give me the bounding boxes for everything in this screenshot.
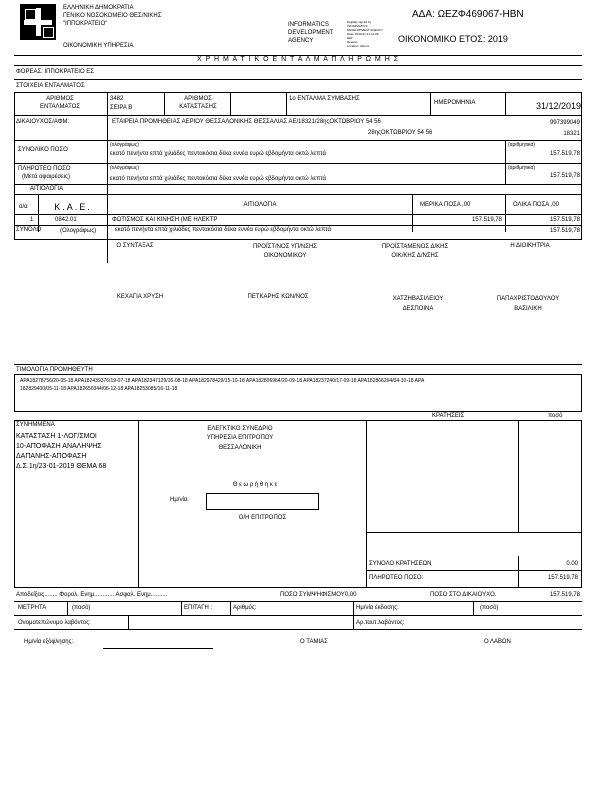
synimmena-line-4: Δ.Σ.1η/23-01-2019 ΘΕΜΑ 68 (16, 463, 107, 470)
row-description: ΦΩΤΙΣΜΟΣ ΚΑΙ ΚΙΝΗΣΗ (ΜΕ ΗΛΕΚΤΡ (112, 217, 218, 223)
stoixeia-title: ΣΤΟΙΧΕΙΑ ΕΝΤΑΛΜΑΤΟΣ (16, 83, 85, 89)
imnia-ekdosis-label: Ημ/νία έκδοσης: (356, 605, 399, 611)
kratiseis-title: ΚΡΑΤΗΣΕΙΣ (432, 413, 465, 419)
col-merika: ΜΕΡΙΚΑ ΠΟΣΑ ,00 (420, 202, 471, 208)
apodeixeis: Αποδείξεις........ Φορολ. Ενημ............ Ασφαλ. Ενημ.......... (16, 592, 168, 598)
poso-sto-dikaiouxo: ΠΟΣΟ ΣΤΟ ΔΙΚΑΙΟΥΧΟ. (430, 592, 497, 598)
plirotteo-words: εκατό πενήντα επτά χιλιάδες πεντακόσια δέκα εννέα ευρώ εβδομήντα οκτώ λεπτά (110, 176, 326, 182)
agency-line-1: INFORMATICS (288, 22, 329, 28)
org-line-1: ΕΛΛΗΝΙΚΗ ΔΗΜΟΚΡΑΤΙΑ (63, 5, 134, 11)
date-field-label: Ημ/νία: (170, 497, 189, 503)
plirotteo-sublabel: (Μετά αφαιρέσεις) (22, 174, 70, 180)
synoliko-words-label: (ολογράφως) (110, 142, 140, 148)
signer-1-title: Ο ΣΥΝΤΑΞΑΣ (116, 243, 154, 249)
plirotteo-words-label: (ολογράφως) (110, 165, 140, 171)
col-aa: α/α (19, 204, 28, 210)
poso-title: ποσό (548, 413, 563, 419)
metrita-label: ΜΕΤΡΗΤΑ (18, 605, 47, 611)
entalma-number: 3482 (110, 96, 124, 102)
elegktiko-line-2: ΥΠΗΡΕΣΙΑ ΕΠΙΤΡΟΠΟΥ (206, 435, 274, 441)
col-olika: ΟΛΙΚΑ ΠΟΣΑ ,00 (513, 202, 559, 208)
timologia-title: ΤΙΜΟΛΟΓΙΑ ΠΡΟΜΗΘΕΥΤΗ (16, 367, 93, 373)
plirotteo-num-label: (αριθμητικά) (508, 165, 536, 171)
row-olika: 157.519,78 (549, 217, 580, 223)
synimmena-line-3: ΔΑΠΑΝΗΣ-ΑΠΟΦΑΣΗ (16, 453, 87, 460)
entalma-number-label: ΑΡΙΘΜΟΣ ΕΝΤΑΛΜΑΤΟΣ (39, 96, 81, 110)
service-name: ΟΙΚΟΝΟΜΙΚΗ ΥΠΗΡΕΣΙΑ (63, 43, 134, 49)
signer-4-title: Η ΔΙΟΙΚΗΤΡΙΑ (510, 243, 550, 249)
col-aitiologia: ΑΙΤΙΟΛΟΓΙΑ (243, 202, 277, 208)
org-line-3: "ΙΠΠΟΚΡΑΤΕΙΟ" (63, 21, 108, 27)
signer-2-title: ΠΡΟΪΣΤ/ΝΟΣ ΥΠ/ΝΣΗΣ ΟΙΚΟΝΟΜΙΚΟΥ (252, 244, 318, 259)
foreas: ΦΟΡΕΑΣ: ΙΠΠΟΚΡΑΤΕΙΟ ΕΣ (16, 69, 94, 75)
timologia-line-1: ΑΡΑ18278756/20-05-18 ΑΡΑ182439376/19-07-18 ΑΡΑ182347129/16-08-18 ΑΡΑ182978429/15-10-18 ΑΡΑ182806964/20-09-18 ΑΡΑ18237240/17-09-18 ΑΡΑ182866294/04-10-18 ΑΡΑ (20, 378, 425, 384)
elegktiko-line-1: ΕΛΕΓΚΤΙΚΟ ΣΥΝΕΔΡΙΟ (207, 426, 273, 432)
col-kae: Κ.Α.Ε. (54, 202, 92, 212)
poso-2: (ποσό) (480, 605, 499, 611)
entalma-date: 31/12/2019 (535, 101, 581, 111)
timologia-line-2: 182829400/05-11-18 ΑΡΑ182650344/06-12-18 ΑΡΑ18253085/16-11-18 (20, 386, 178, 392)
symvasis-label: 1o ΕΝΤΑΛΜΑ ΣΥΜΒΑΣΗΣ (289, 96, 360, 102)
synolo-label: ΣΥΝΟΛΟ (16, 227, 42, 233)
synolo-words: εκατό πενήντα επτά χιλιάδες πεντακόσια δέκα εννέα ευρώ εβδομήντα οκτώ λεπτά (115, 227, 331, 233)
dikaiouxos-tk: 18321 (563, 131, 580, 137)
signer-3-title: ΠΡΟΪΣΤΑΜΕΝΟΣ Δ/ΚΗΣ ΟΙΚ/ΚΗΣ Δ/ΝΣΗΣ (381, 244, 449, 259)
arithmos-label: Αριθμός: (233, 605, 257, 611)
theorithike: Θ ε ω ρ ή θ η κ ε (232, 482, 278, 488)
poso-1: (ποσό) (72, 605, 91, 611)
synolo-amount: 157.519,78 (549, 228, 580, 234)
digital-signature: Digitally signed by INFORMATICS DEVELOPMENT AGENCY Date: 2019.01.31 12:08 EET Reason: Location: Athens (347, 20, 383, 48)
epitagi-label: ΕΠΙΤΑΓΗ : (184, 605, 213, 611)
fiscal-year: ΟΙΚΟΝΟΜΙΚΟ ΕΤΟΣ: 2019 (398, 34, 508, 44)
signer-4-name: ΠΑΠΑΧΡΙΣΤΟΔΟΥΛΟΥ ΒΑΣΙΛΙΚΗ (496, 296, 560, 312)
row-kae: 0842.01 (55, 217, 77, 223)
date-field[interactable] (206, 493, 319, 510)
imnia-exoflisis-label: Ημ/νία εξόφλησης: (24, 639, 74, 645)
synolo-kratiseon-label: ΣΥΝΟΛΟ ΚΡΑΤΗΣΕΩΝ (369, 561, 432, 567)
row-aa: 1 (30, 217, 34, 223)
poso-sto-dikaiouxo-value: 157.519,78 (549, 592, 580, 598)
tamias-label: Ο ΤΑΜΙΑΣ (300, 639, 328, 645)
synimmena-line-2: 10-ΑΠΟΦΑΣΗ ΑΝΑΛΗΨΗΣ (16, 443, 102, 450)
poso-symfifismou: ΠΟΣΟ ΣΥΜΨΗΦΙΣΜΟΥ0,00 (280, 592, 357, 598)
aitiologia-label: ΑΙΤΙΟΛΟΓΙΑ (30, 186, 64, 192)
lavon-label: Ο ΛΑΒΩΝ (484, 639, 511, 645)
synoliko-num-label: (αριθμητικά) (508, 142, 536, 148)
doc-title: Χ Ρ Η Μ Α Τ Ι Κ Ο Ε Ν Τ Α Λ Μ Α Π Λ Η Ρ Ω Μ Η Σ (196, 56, 400, 63)
signer-1-name: ΚΕΧΑΓΙΑ ΧΡΥΣΗ (116, 294, 164, 300)
imnia-exoflisis-field[interactable] (103, 636, 213, 649)
row-merika: 157.519,78 (471, 217, 502, 223)
dikaiouxos-line-2: 28ηςΟΚΤΩΒΡΙΟΥ 54 56 (368, 130, 433, 136)
synolo-words-label: (Ολογράφως) (60, 228, 97, 234)
plirotteo-final-value: 157.519,78 (547, 575, 578, 581)
logo (20, 4, 56, 40)
synoliko-label: ΣΥΝΟΛΙΚΟ ΠΟΣΟ (18, 147, 68, 153)
date-label: ΗΜΕΡΟΜΗΝΙΑ (434, 100, 476, 106)
dikaiouxos-label: ΔΙΚΑΙΟΥΧΟΣ/ΑΦΜ: (16, 119, 70, 125)
synimmena-line-1: ΚΑΤΑΣΤΑΣΗ 1-ΛΟΓ/ΣΜΟΙ (16, 433, 97, 440)
dikaiouxos-line-1: ΕΤΑΙΡΕΙΑ ΠΡΟΜΗΘΕΙΑΣ ΑΕΡΙΟΥ ΘΕΣΣΑΛΟΝΙΚΗΣ ΘΕΣΣΑΛΙΑΣ ΑΕ/18321/28ηςΟΚΤΩΒΡΙΟΥ 54 56 (112, 119, 381, 125)
signer-3-name: ΧΑΤΖΗΒΑΣΙΛΕΙΟΥ ΔΕΣΠΟΙΝΑ (392, 296, 444, 312)
synolo-kratiseon-value: 0.00 (566, 561, 578, 567)
signer-2-name: ΠΕΤΚΑΡΗΣ ΚΩΝ/ΝΟΣ (247, 294, 309, 300)
dikaiouxos-afm: 997399049 (549, 120, 580, 126)
katastasis-label: ΑΡΙΘΜΟΣ ΚΑΤΑΣΤΑΣΗΣ (179, 96, 217, 110)
plirotteo-amount: 157.519,78 (549, 173, 580, 179)
plirotteo-label: ΠΛΗΡΩΤΕΟ ΠΟΣΟ (18, 166, 71, 172)
synimmena-title: ΣΥΝΗΜΜΕΝΑ (16, 422, 55, 428)
plirotteo-final-label: ΠΛΗΡΩΤΕΟ ΠΟΣΟ: (369, 575, 424, 581)
synoliko-words: εκατό πενήντα επτά χιλιάδες πεντακόσια δέκα εννέα ευρώ εβδομήντα οκτώ λεπτά (110, 151, 326, 157)
entalma-series: ΣΕΙΡΑ Β (110, 105, 133, 111)
agency-line-3: AGENCY (288, 38, 314, 44)
org-line-2: ΓΕΝΙΚΟ ΝΟΣΟΚΟΜΕΙΟ ΘΕΣ/ΝΙΚΗΣ (63, 13, 162, 19)
elegktiko-line-3: ΘΕΣΣΑΛΟΝΙΚΗ (218, 445, 262, 451)
onomateponymo-label: Ονοματεπώνυμο λαβόντος: (18, 620, 91, 626)
agency-line-2: DEVELOPMENT (288, 30, 334, 36)
ada-code: ΑΔΑ: ΩΕΖΦ469067-ΗΒΝ (412, 9, 524, 20)
synoliko-amount: 157.519,78 (549, 151, 580, 157)
epitropos: Ο/Η ΕΠΙΤΡΟΠΟΣ (238, 515, 287, 521)
ar-taut-label: Αρ.ταυτ.λαβόντος: (356, 620, 405, 626)
